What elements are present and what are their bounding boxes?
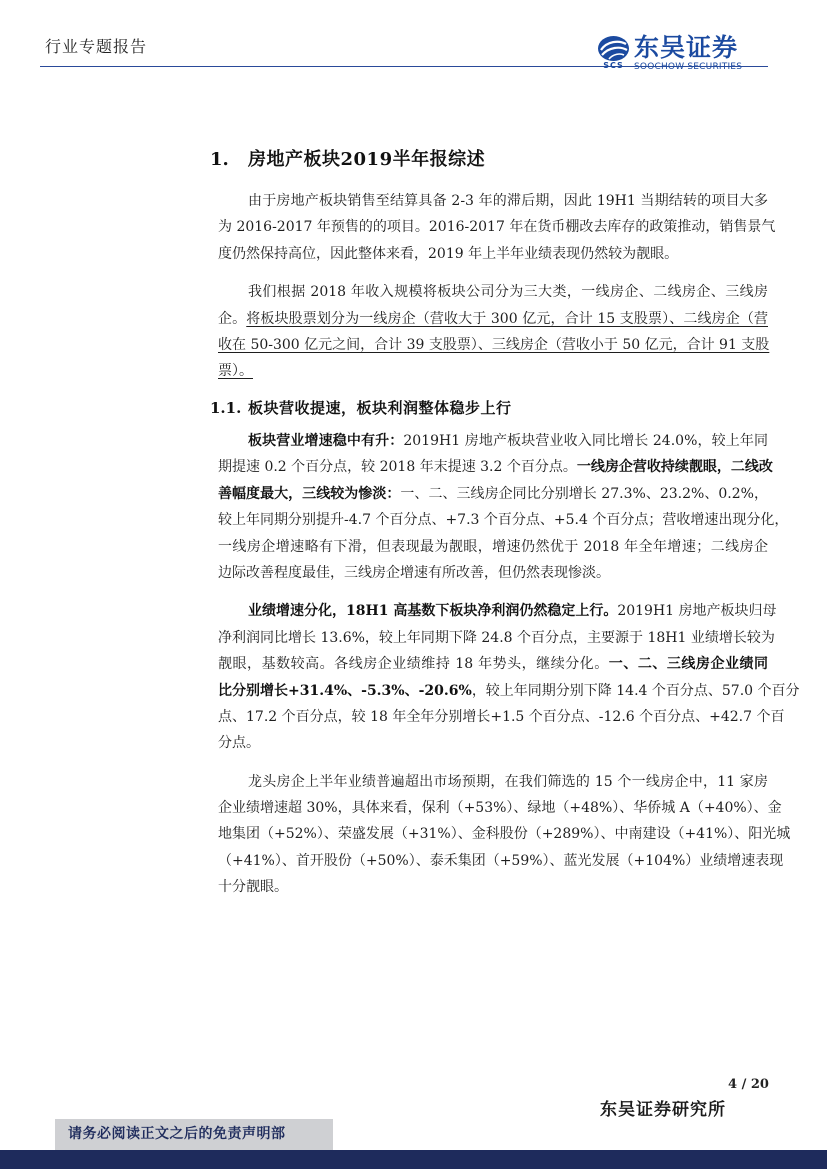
- text-line: [218, 651, 768, 677]
- section-body: [218, 188, 776, 397]
- disclaimer-notice: 请务必阅读正文之后的免责声明部: [68, 1126, 286, 1142]
- underlined-text-run: 将板块股票划分为一线房企（营收大于 300 亿元，合计 15 支股票）、二线房企（营: [246, 310, 768, 327]
- text-line: [218, 874, 768, 900]
- text-line: [218, 821, 791, 847]
- bold-text-run: 业绩增速分化，18H1 高基数下板块净利润仍然稳定上行。: [248, 603, 618, 620]
- text-run: 十分靓眼。: [218, 879, 288, 896]
- text-line: [218, 332, 768, 358]
- text-line: [218, 454, 773, 480]
- bold-text-run: 一、二、三线房企业绩同: [608, 656, 769, 673]
- text-line: [218, 428, 768, 454]
- text-line: [218, 598, 777, 624]
- subsection-number: 1.1.: [210, 399, 242, 417]
- text-run: 靓眼，基数较高。各线房企业绩维持 18 年势头，继续分化。: [218, 656, 609, 673]
- text-run: （+41%）、首开股份（+50%）、泰禾集团（+59%）、蓝光发展（+104%）业绩增速表现: [218, 852, 784, 869]
- text-line: [218, 678, 800, 704]
- text-line: [218, 188, 768, 214]
- text-run: 点、17.2 个百分点，较 18 年全年分别增长+1.5 个百分点、-12.6 个百分点、+42.7 个百: [218, 708, 785, 725]
- text-line: [218, 560, 768, 586]
- underlined-text-run: 票）。: [218, 363, 253, 380]
- text-line: [218, 795, 782, 821]
- text-line: [218, 507, 789, 533]
- text-run: 我们根据 2018 年收入规模将板块公司分为三大类，一线房企、二线房企、三线房: [248, 284, 768, 301]
- paragraph: [218, 598, 800, 756]
- text-line: [218, 214, 776, 240]
- page-number: 4 / 20: [728, 1077, 769, 1092]
- institute-name: 东吴证券研究所: [600, 1100, 726, 1120]
- text-run: ，较上年同期分别下降 14.4 个百分点、57.0 个百分: [471, 682, 800, 699]
- text-run: 净利润同比增长 13.6%，较上年同期下降 24.8 个百分点，主要源于 18H1 业绩增长较为: [218, 629, 775, 646]
- subsection-body: [218, 428, 800, 913]
- text-line: [218, 306, 768, 332]
- logo-abbreviation: SCS: [603, 61, 624, 70]
- section-number: 1.: [210, 149, 229, 170]
- soochow-logo-mark-icon: [597, 35, 630, 62]
- paragraph: [218, 428, 789, 586]
- text-run: 度仍然保持高位，因此整体来看，2019 年上半年业绩表现仍然较为靓眼。: [218, 245, 679, 262]
- text-line: [218, 279, 768, 305]
- text-run: 龙头房企上半年业绩普遍超出市场预期，在我们筛选的 15 个一线房企中，11 家房: [248, 773, 768, 790]
- bold-text-run: 一线房企营收持续靓眼，二线改: [576, 459, 773, 476]
- text-run: 2019H1 房地产板块营业收入同比增长 24.0%，较上年同: [403, 433, 768, 449]
- bold-text-run: 比分别增长+31.4%、-5.3%、-20.6%: [218, 682, 472, 699]
- paragraph: [218, 769, 791, 901]
- text-run: 企。: [218, 310, 247, 327]
- text-run: 一、二、三线房企同比分别增长 27.3%、23.2%、0.2%，: [400, 485, 768, 502]
- text-run: 较上年同期分别提升-4.7 个百分点、+7.3 个百分点、+5.4 个百分点；营收增速出现分化，: [218, 512, 789, 529]
- text-run: 边际改善程度最佳，三线房企增速有所改善，但仍然表现惨淡。: [218, 564, 610, 581]
- text-run: 期提速 0.2 个百分点，较 2018 年末提速 3.2 个百分点。: [218, 459, 577, 476]
- subsection-title: 板块营收提速，板块利润整体稳步上行: [248, 399, 512, 417]
- text-run: 地集团（+52%）、荣盛发展（+31%）、金科股份（+289%）、中南建设（+41%）、阳光城: [218, 826, 791, 843]
- paragraph: [218, 279, 768, 385]
- bold-text-run: 善幅度最大，三线较为惨淡：: [218, 485, 401, 502]
- bold-text-run: 板块营业增速稳中有升：: [248, 433, 404, 449]
- text-run: 由于房地产板块销售至结算具备 2-3 年的滞后期，因此 19H1 当期结转的项目大多: [248, 193, 768, 209]
- text-line: [218, 848, 784, 874]
- underlined-text-run: 收在 50-300 亿元之间，合计 39 支股票）、三线房企（营收小于 50 亿元，合计 91 支股: [218, 336, 770, 353]
- text-line: [218, 704, 785, 730]
- section-title: 房地产板块2019半年报综述: [248, 149, 486, 170]
- text-line: [218, 481, 768, 507]
- paragraph: [218, 188, 776, 267]
- text-line: [218, 625, 775, 651]
- text-line: [218, 358, 768, 384]
- text-run: 分点。: [218, 735, 260, 752]
- text-run: 企业绩增速超 30%，具体来看，保利（+53%）、绿地（+48%）、华侨城 A（+40%）、金: [218, 800, 782, 817]
- text-run: 2019H1 房地产板块归母: [617, 603, 777, 620]
- text-run: 为 2016-2017 年预售的的项目。2016-2017 年在货币棚改去库存的政策推动，销售景气: [218, 219, 776, 236]
- text-line: [218, 241, 768, 267]
- text-line: [218, 534, 768, 560]
- text-run: 一线房企增速略有下滑，但表现最为靓眼，增速仍然优于 2018 年全年增速；二线房企: [218, 538, 768, 555]
- report-type-label: 行业专题报告: [45, 37, 148, 56]
- footer-bar: [0, 1150, 827, 1169]
- logo-chinese-name: 东吴证券: [634, 33, 739, 62]
- text-line: [218, 730, 768, 756]
- logo-english-name: SOOCHOW SECURITIES: [634, 62, 743, 72]
- text-line: [218, 769, 768, 795]
